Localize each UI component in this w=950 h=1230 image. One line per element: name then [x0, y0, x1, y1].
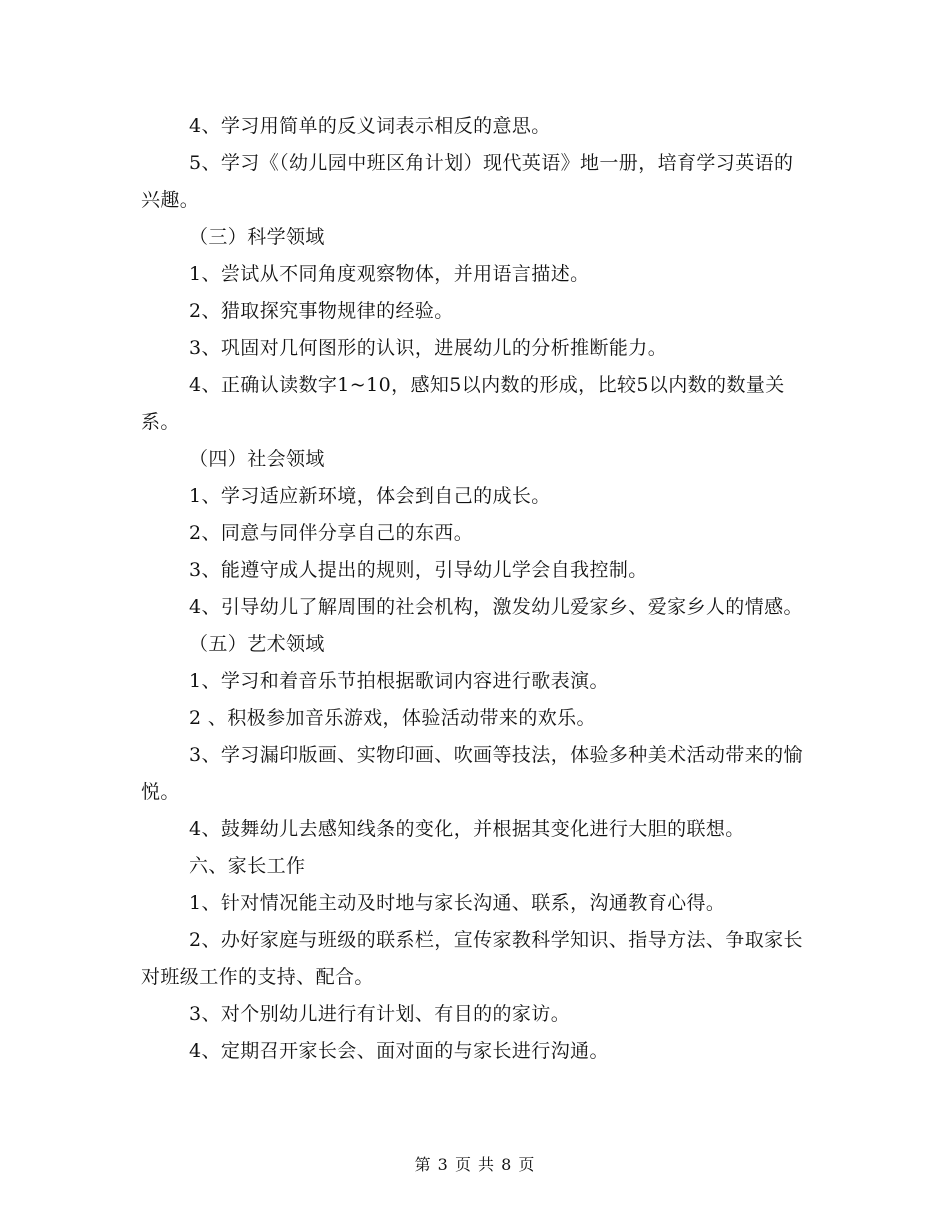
paragraph-science-1: 1、尝试从不同角度观察物体，并用语言描述。	[189, 263, 590, 285]
paragraph-science-4: 4、正确认读数字1~10，感知5以内数的形成，比较5以内数的数量关系。	[141, 374, 785, 433]
paragraph-social-3: 3、能遵守成人提出的规则，引导幼儿学会自我控制。	[189, 559, 648, 581]
paragraph-antonyms: 4、学习用简单的反义词表示相反的意思。	[189, 115, 551, 137]
paragraph-parents-4: 4、定期召开家长会、面对面的与家长进行沟通。	[189, 1040, 609, 1062]
section-heading-art: （五）艺术领域	[189, 633, 325, 655]
paragraph-art-2: 2 、积极参加音乐游戏，体验活动带来的欢乐。	[189, 707, 596, 729]
paragraph-art-1: 1、学习和着音乐节拍根据歌词内容进行歌表演。	[189, 670, 609, 692]
paragraph-parents-2: 2、办好家庭与班级的联系栏，宣传家教科学知识、指导方法、争取家长对班级工作的支持、配合。	[141, 929, 803, 988]
paragraph-english: 5、学习《（幼儿园中班区角计划）现代英语》地一册，培育学习英语的兴趣。	[141, 152, 794, 211]
paragraph-science-2: 2、猎取探究事物规律的经验。	[189, 300, 454, 322]
paragraph-parents-1: 1、针对情况能主动及时地与家长沟通、联系，沟通教育心得。	[189, 892, 726, 914]
section-heading-science: （三）科学领域	[189, 226, 325, 248]
paragraph-art-4: 4、鼓舞幼儿去感知线条的变化，并根据其变化进行大胆的联想。	[189, 818, 745, 840]
section-heading-social: （四）社会领域	[189, 448, 325, 470]
paragraph-art-3: 3、学习漏印版画、实物印画、吹画等技法，体验多种美术活动带来的愉悦。	[141, 744, 803, 803]
paragraph-social-2: 2、同意与同伴分享自己的东西。	[189, 522, 474, 544]
paragraph-social-1: 1、学习适应新环境，体会到自己的成长。	[189, 485, 551, 507]
paragraph-parents-3: 3、对个别幼儿进行有计划、有目的的家访。	[189, 1003, 571, 1025]
section-heading-parents: 六、家长工作	[189, 855, 306, 877]
paragraph-science-3: 3、巩固对几何图形的认识，进展幼儿的分析推断能力。	[189, 337, 668, 359]
document-body	[141, 108, 811, 1070]
paragraph-social-4: 4、引导幼儿了解周围的社会机构，激发幼儿爱家乡、爱家乡人的情感。	[189, 596, 803, 618]
page-number-footer: 第 3 页 共 8 页	[414, 1155, 536, 1174]
